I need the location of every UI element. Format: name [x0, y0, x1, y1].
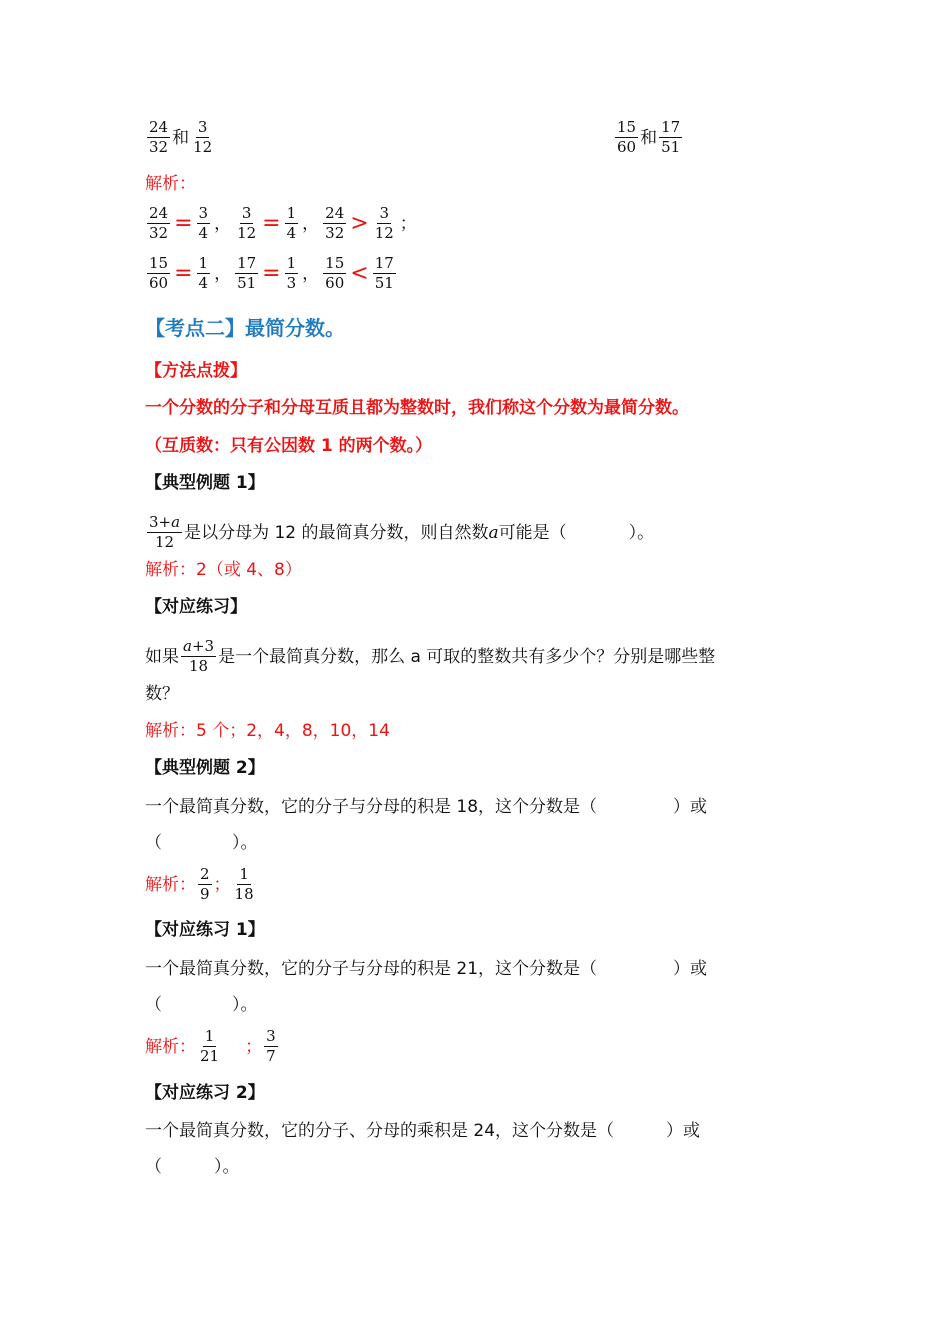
problem-right: [613, 119, 684, 156]
equals-sign: =: [174, 260, 193, 286]
fraction: $\frac{a+3}{18}$: [183, 637, 215, 675]
comma: ，: [302, 213, 320, 234]
fraction: $\frac{1}{4}$: [286, 204, 297, 242]
fraction: $\frac{3}{4}$: [198, 204, 209, 242]
less-than-sign: <: [350, 260, 369, 286]
practice-1-question-line2: （ ）。: [145, 995, 258, 1015]
example-1-title: 【典型例题 1】: [145, 473, 265, 493]
method-title: 【方法点拨】: [145, 361, 247, 381]
practice-1-answer: 解析： $\frac{1}{21}$ ； $\frac{3}{7}$: [145, 1027, 276, 1065]
practice-answer: 解析：5 个；2，4，8，10，14: [145, 721, 390, 741]
comma: ，: [214, 263, 232, 284]
analysis-row-2: [145, 255, 398, 292]
fraction: $\frac{1}{21}$: [200, 1027, 220, 1065]
fraction: $\frac{1}{4}$: [198, 254, 209, 292]
equals-sign: =: [262, 210, 281, 236]
practice-question-cont: 数？: [145, 684, 179, 704]
practice-2-title: 【对应练习 2】: [145, 1083, 265, 1103]
fraction: $\frac{24}{32}$: [149, 204, 169, 242]
fraction: $\frac{17}{51}$: [661, 118, 681, 156]
fraction: $\frac{1}{3}$: [286, 254, 297, 292]
section-title: 【考点二】最简分数。: [145, 316, 345, 340]
example-2-title: 【典型例题 2】: [145, 758, 265, 778]
example-2-question: 一个最简真分数，它的分子与分母的积是 18，这个分数是（ ）或: [145, 797, 708, 817]
fraction: $\frac{24}{32}$: [149, 118, 169, 156]
greater-than-sign: >: [350, 210, 369, 236]
equals-sign: =: [262, 260, 281, 286]
fraction: $\frac{2}{9}$: [200, 865, 210, 903]
practice-title: 【对应练习】: [145, 597, 247, 617]
comma: ，: [214, 213, 232, 234]
semicolon: ；: [399, 213, 417, 234]
analysis-row-1: [145, 205, 419, 242]
fraction: $\frac{3}{12}$: [237, 204, 257, 242]
fraction: $\frac{3}{12}$: [374, 204, 394, 242]
fraction: $\frac{15}{60}$: [149, 254, 169, 292]
practice-1-question: 一个最简真分数，它的分子与分母的积是 21，这个分数是（ ）或: [145, 959, 708, 979]
problem-left: [145, 119, 216, 156]
example-1-answer: 解析：2（或 4、8）: [145, 560, 302, 580]
practice-question: 如果 $\frac{a+3}{18}$ 是一个最简真分数，那么 a 可取的整数共有多少个？分别是哪些整: [145, 637, 716, 675]
fraction: $\frac{1}{18}$: [234, 865, 254, 903]
practice-2-question-line2: （ ）。: [145, 1157, 240, 1177]
fraction: $\frac{3}{7}$: [266, 1027, 276, 1065]
example-2-answer: 解析： $\frac{2}{9}$ ； $\frac{1}{18}$: [145, 865, 254, 903]
fraction: $\frac{3}{12}$: [193, 118, 213, 156]
example-1-question: $\frac{3+a}{12}$ 是以分母为 12 的最简真分数，则自然数 a 可能是（ ）。: [149, 513, 655, 551]
example-2-question-line2: （ ）。: [145, 833, 258, 853]
equals-sign: =: [174, 210, 193, 236]
and-text: 和: [172, 127, 190, 148]
fraction: $\frac{17}{51}$: [237, 254, 257, 292]
practice-2-question: 一个最简真分数，它的分子、分母的乘积是 24，这个分数是（ ）或: [145, 1121, 701, 1141]
fraction: $\frac{17}{51}$: [374, 254, 394, 292]
fraction: $\frac{24}{32}$: [325, 204, 345, 242]
analysis-label: 解析：: [145, 174, 196, 194]
fraction: $\frac{15}{60}$: [617, 118, 637, 156]
comma: ，: [302, 263, 320, 284]
fraction: $\frac{3+a}{12}$: [149, 513, 181, 551]
fraction: $\frac{15}{60}$: [325, 254, 345, 292]
method-text-1: 一个分数的分子和分母互质且都为整数时，我们称这个分数为最简分数。: [145, 398, 689, 418]
method-text-2: （互质数：只有公因数 1 的两个数。）: [145, 436, 433, 456]
practice-1-title: 【对应练习 1】: [145, 920, 265, 940]
and-text: 和: [640, 127, 658, 148]
